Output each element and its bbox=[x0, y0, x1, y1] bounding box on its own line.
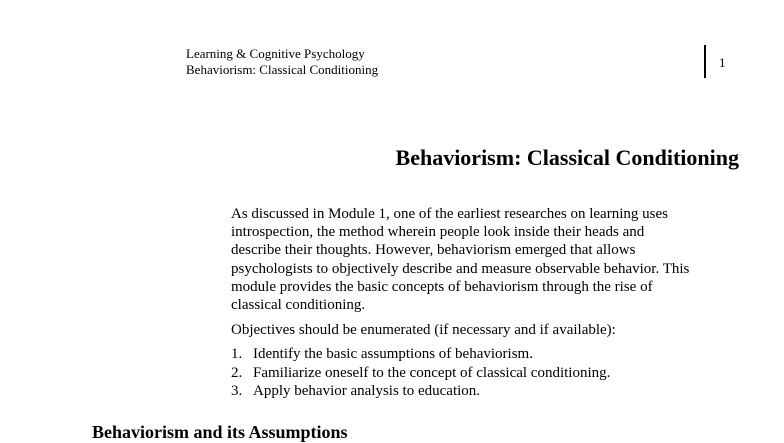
header-course: Learning & Cognitive Psychology bbox=[186, 46, 365, 61]
page-number: 1 bbox=[719, 55, 726, 70]
objective-item bbox=[231, 382, 610, 401]
running-header bbox=[186, 46, 378, 78]
objective-text: Familiarize oneself to the concept of classical conditioning. bbox=[253, 364, 611, 381]
intro-line: As discussed in Module 1, one of the earliest researches on learning uses bbox=[231, 206, 668, 222]
objective-number: 3. bbox=[231, 383, 243, 399]
intro-line: classical conditioning. bbox=[231, 297, 366, 314]
intro-paragraph bbox=[231, 205, 751, 314]
objectives-list bbox=[231, 345, 610, 401]
intro-line: introspection, the method wherein people look inside their heads and bbox=[231, 224, 645, 241]
header-module: Behaviorism: Classical Conditioning bbox=[186, 62, 379, 77]
objective-item bbox=[231, 364, 610, 383]
intro-line: describe their thoughts. However, behaviorism emerged that allows bbox=[231, 242, 636, 259]
objective-text: Identify the basic assumptions of behaviorism. bbox=[253, 346, 533, 362]
objective-number: 2. bbox=[231, 364, 243, 381]
objective-item bbox=[231, 345, 610, 364]
intro-line: psychologists to objectively describe and measure observable behavior. This bbox=[231, 260, 690, 277]
section-heading: Behaviorism and its Assumptions bbox=[92, 422, 348, 442]
intro-line: module provides the basic concepts of behaviorism through the rise of bbox=[231, 278, 653, 295]
document-title: Behaviorism: Classical Conditioning bbox=[395, 145, 739, 170]
objectives-note: Objectives should be enumerated (if necessary and if available): bbox=[231, 322, 616, 338]
page-number-divider bbox=[704, 45, 706, 78]
objective-number: 1. bbox=[231, 346, 243, 362]
objective-text: Apply behavior analysis to education. bbox=[253, 383, 481, 399]
